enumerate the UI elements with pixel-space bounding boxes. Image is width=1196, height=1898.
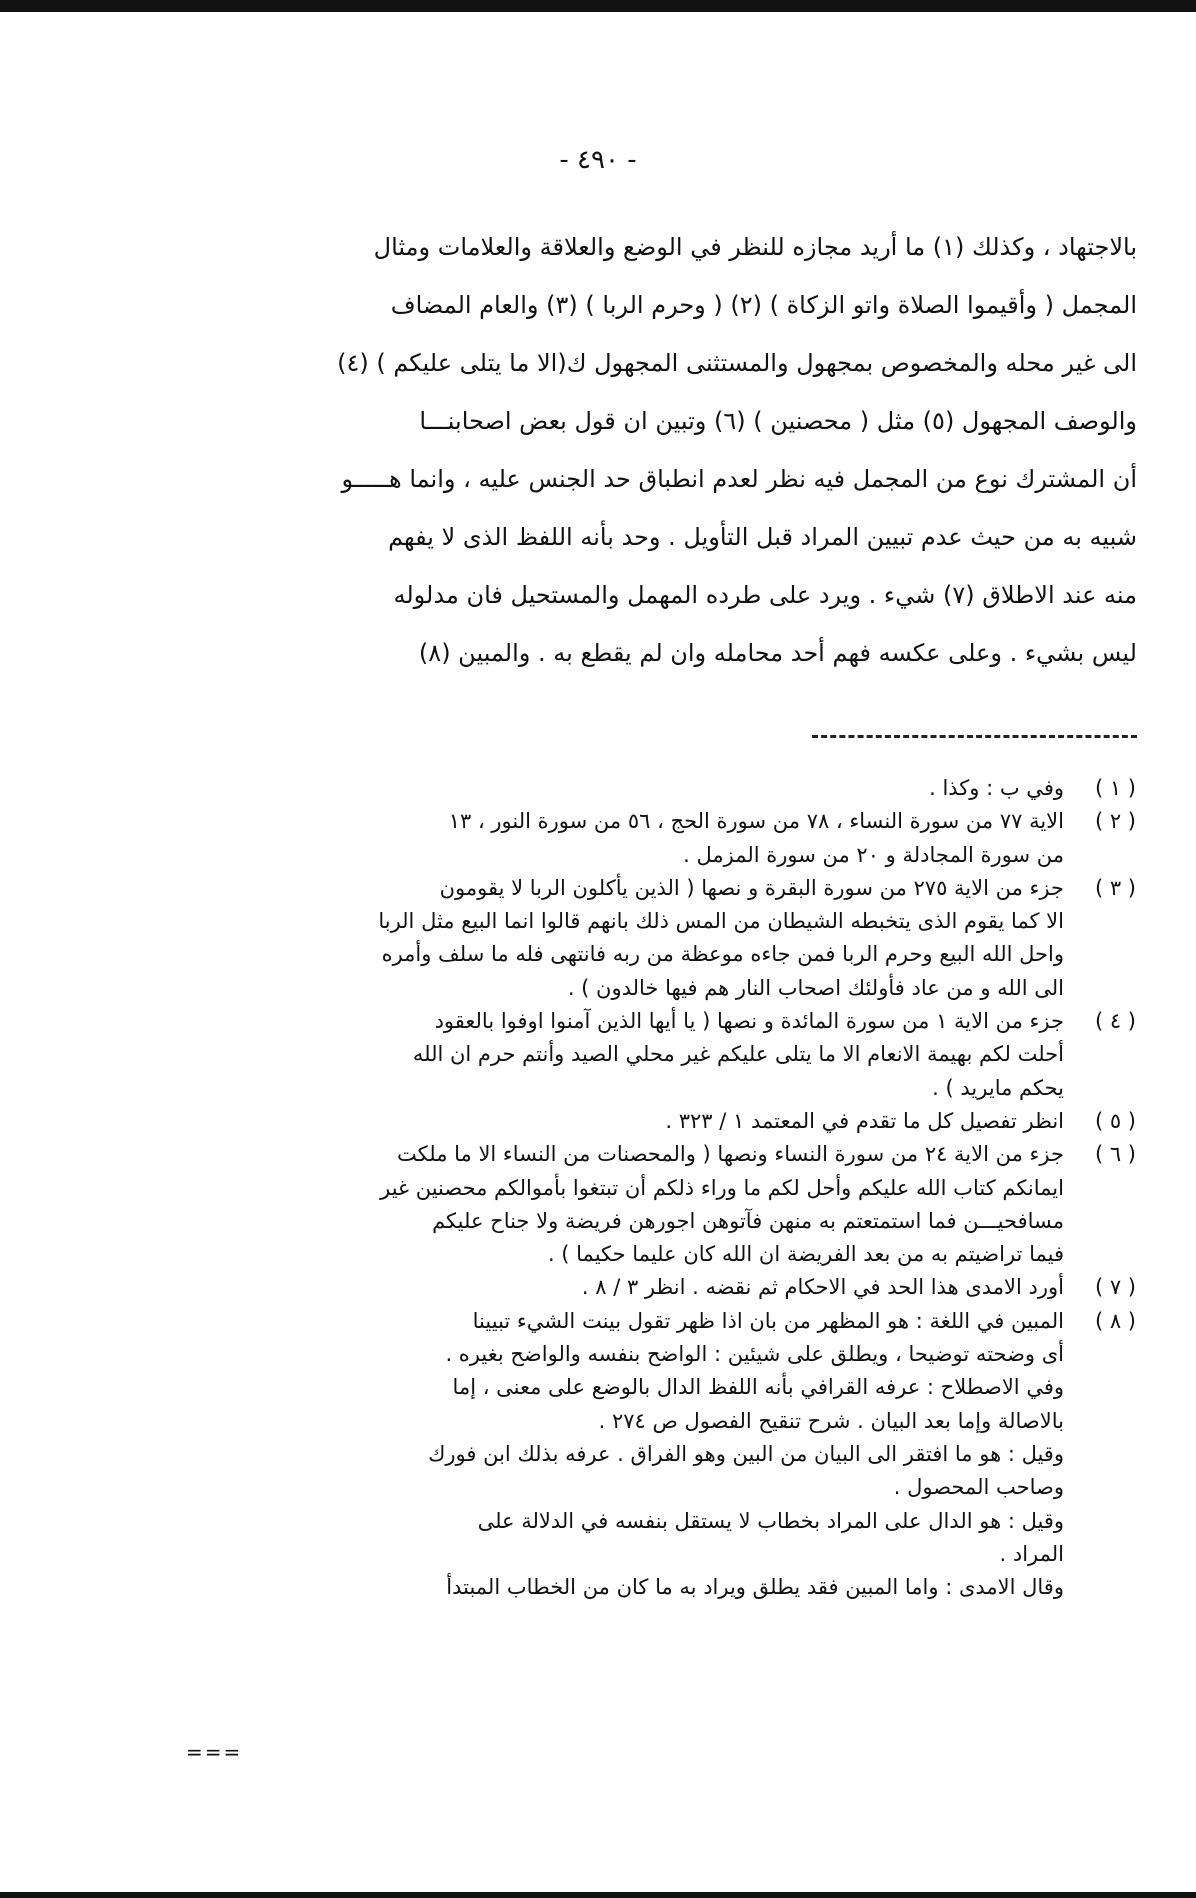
footnote-separator [812,735,1137,738]
footnote-line: وصاحب المحصول . [893,1475,1064,1500]
main-line: بالاجتهاد ، وكذلك (١) ما أريد مجازه للنظر في الوضع والعلاقة والعلامات ومثال [373,233,1137,261]
main-line: منه عند الاطلاق (٧) شيء . ويرد على طرده المهمل والمستحيل فان مدلوله [393,581,1137,609]
footnote-line: واحل الله البيع وحرم الربا فمن جاءه موعظة من ربه فانتهى فله ما سلف وأمره [381,942,1064,967]
main-line: المجمل ( وأقيموا الصلاة واتو الزكاة ) (٢) ( وحرم الربا ) (٣) والعام المضاف [390,291,1137,319]
footnote-number: ( ٤ ) [1094,1009,1136,1034]
main-line: الى غير محله والمخصوص بمجهول والمستثنى المجهول ك(الا ما يتلى عليكم ) (٤) [337,349,1137,377]
footnote-line: ايمانكم كتاب الله عليكم وأحل لكم ما وراء ذلكم أن تبتغوا بأموالكم محصنين غير [380,1175,1064,1200]
footnote-line: وفي ب : وكذا . [929,776,1064,800]
footnote [150,1305,1136,1372]
footnote-line: من سورة المجادلة و ٢٠ من سورة المزمل . [683,842,1064,867]
footnote-number: ( ٨ ) [1094,1308,1136,1333]
footnotes [150,772,1136,1604]
footnote-line: جزء من الاية ٢٧٥ من سورة البقرة و نصها ( الذين يأكلون الربا لا يقومون [439,875,1064,900]
footnote [150,1138,1136,1271]
footnote-line: وفي الاصطلاح : عرفه القرافي بأنه اللفظ الدال بالوضع على معنى ، إما [452,1375,1064,1400]
main-line: أن المشترك نوع من المجمل فيه نظر لعدم انطباق حد الجنس عليه ، وانما هـــــو [341,465,1137,493]
footnote-line: بالاصالة وإما بعد البيان . شرح تنقيح الفصول ص ٢٧٤ . [598,1408,1064,1433]
footnote-line: وقيل : هو الدال على المراد بخطاب لا يستقل بنفسه في الدلالة على [477,1508,1064,1533]
footnote-line: مسافحيـــن فما استمتعتم به منهن فآتوهن اجورهن فريضة ولا جناح عليكم [432,1208,1064,1233]
footnote [150,805,1136,872]
footnote [150,872,1136,1005]
main-line: والوصف المجهول (٥) مثل ( محصنين ) (٦) وتبين ان قول بعض اصحابنـــا [419,407,1137,435]
page-bottom-edge [0,1892,1196,1898]
footnote-line: وقيل : هو ما افتقر الى البيان من البين وهو الفراق . عرفه بذلك ابن فورك [428,1441,1064,1466]
footnote [150,1271,1136,1304]
footnote-line: الا كما يقوم الذى يتخبطه الشيطان من المس ذلك بانهم قالوا انما البيع مثل الربا [378,909,1064,934]
footnote-number: ( ١ ) [1094,776,1136,800]
footnote [150,772,1136,805]
footnote-line: يحكم مايريد ) . [932,1075,1064,1100]
footnote-line: أى وضحته توضيحا ، ويطلق على شيئين : الواضح بنفسه والواضح بغيره . [445,1342,1064,1367]
footnote-continuation [150,1371,1136,1604]
footnote-line: فيما تراضيتم به من بعد الفريضة ان الله كان عليما حكيما ) . [547,1242,1064,1267]
footnote [150,1005,1136,1105]
footnote-line: أحلت لكم بهيمة الانعام الا ما يتلى عليكم غير محلي الصيد وأنتم حرم ان الله [412,1042,1064,1067]
footnote-line: أورد الامدى هذا الحد في الاحكام ثم نقضه . انظر ٣ / ٨ . [581,1275,1064,1300]
footnote-number: ( ٢ ) [1094,809,1136,834]
footnote-number: ( ٦ ) [1094,1142,1136,1167]
footnote [150,1105,1136,1138]
footnote-number: ( ٧ ) [1094,1275,1136,1300]
main-line: ليس بشيء . وعلى عكسه فهم أحد محامله وان لم يقطع به . والمبين (٨) [418,639,1137,667]
footnote-number: ( ٥ ) [1094,1108,1136,1133]
page-top-edge [0,0,1196,12]
main-line: شبيه به من حيث عدم تبيين المراد قبل التأويل . وحد بأنه اللفظ الذى لا يفهم [388,523,1137,551]
page-number: - ٤٩٠ - [559,145,637,175]
footnote-line: المبين في اللغة : هو المظهر من بان اذا ظهر تقول بينت الشيء تبيينا [472,1308,1064,1333]
page-end-mark: === [186,1740,243,1764]
footnote-line: الاية ٧٧ من سورة النساء ، ٧٨ من سورة الحج ، ٥٦ من سورة النور ، ١٣ [448,809,1064,834]
footnote-line: انظر تفصيل كل ما تقدم في المعتمد ١ / ٣٢٣ . [665,1108,1064,1133]
footnote-line: الى الله و من عاد فأولئك اصحاب النار هم فيها خالدون ) . [567,975,1064,1000]
footnote-line: جزء من الاية ١ من سورة المائدة و نصها ( يا أيها الذين آمنوا اوفوا بالعقود [434,1009,1064,1034]
footnote-number: ( ٣ ) [1094,875,1136,900]
main-text [175,218,1137,682]
footnote-line: المراد . [999,1541,1064,1566]
footnote-line: جزء من الاية ٢٤ من سورة النساء ونصها ( والمحصنات من النساء الا ما ملكت [397,1142,1064,1167]
footnote-line: وقال الامدى : واما المبين فقد يطلق ويراد به ما كان من الخطاب المبتدأ [446,1575,1064,1600]
